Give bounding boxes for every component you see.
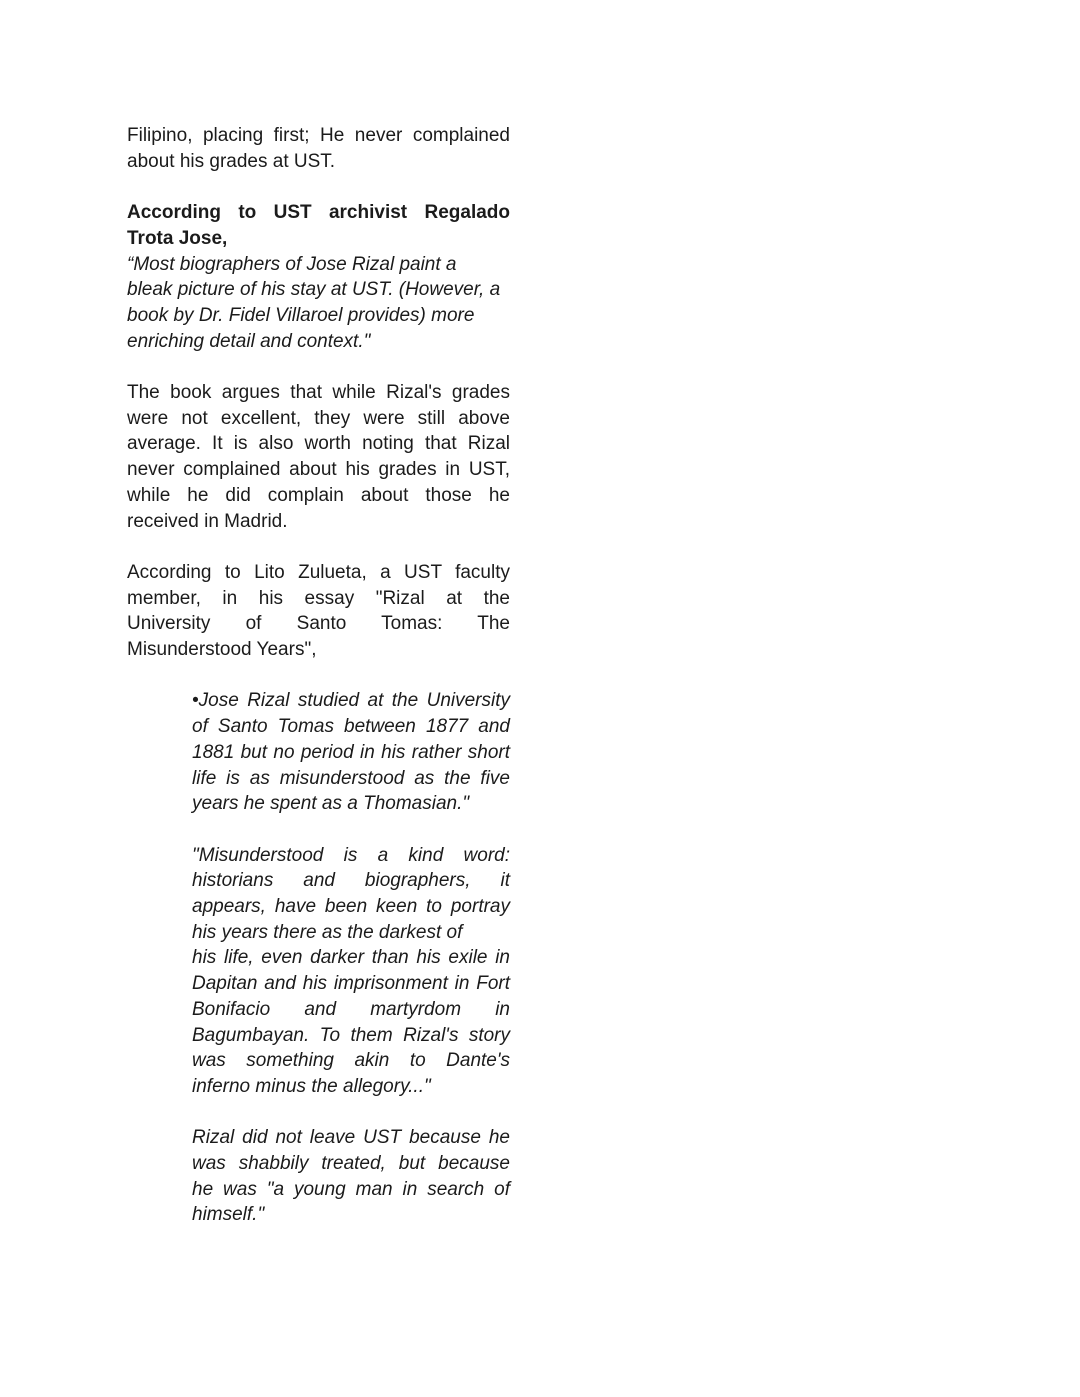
- text-line: •Jose Rizal studied at the University: [192, 690, 510, 712]
- text-line: average. It is also worth noting that Rizal: [127, 433, 510, 455]
- archivist-heading: [127, 200, 510, 251]
- text-line: University of Santo Tomas: The: [127, 613, 510, 635]
- text-line: The book argues that while Rizal's grades: [127, 382, 510, 403]
- intro-paragraph: [127, 123, 510, 174]
- text-line: Trota Jose,: [127, 227, 228, 249]
- text-line: Rizal did not leave UST because he: [192, 1127, 510, 1149]
- text-line: Bonifacio and martyrdom in: [192, 998, 510, 1020]
- text-line: bleak picture of his stay at UST. (However, a: [127, 279, 501, 301]
- text-line: never complained about his grades in UST,: [127, 459, 510, 481]
- text-line: of Santo Tomas between 1877 and: [192, 716, 510, 738]
- quote-block-misunderstood: [192, 843, 510, 1100]
- text-line: Dapitan and his imprisonment in Fort: [192, 973, 510, 995]
- text-line: his years there as the darkest of: [192, 921, 463, 943]
- text-line: life is as misunderstood as the five: [192, 767, 510, 789]
- text-line: member, in his essay "Rizal at the: [127, 587, 510, 609]
- text-line: himself.": [192, 1204, 265, 1226]
- text-line: Misunderstood Years",: [127, 639, 317, 661]
- text-line: appears, have been keen to portray: [192, 896, 510, 918]
- text-line: Filipino, placing first; He never complained: [127, 125, 510, 146]
- archivist-quote: [127, 252, 510, 355]
- text-line: "Misunderstood is a kind word:: [192, 844, 510, 866]
- text-line: while he did complain about those he: [127, 484, 510, 506]
- text-line: about his grades at UST.: [127, 150, 336, 172]
- zulueta-paragraph: [127, 560, 510, 663]
- text-line: Bagumbayan. To them Rizal's story: [192, 1024, 510, 1046]
- text-line: he was "a young man in search of: [192, 1178, 510, 1200]
- text-line: was shabbily treated, but because: [192, 1153, 510, 1175]
- text-line: historians and biographers, it: [192, 870, 510, 892]
- text-line: book by Dr. Fidel Villaroel provides) more: [127, 304, 475, 326]
- text-line: enriching detail and context.": [127, 330, 371, 352]
- quote-block-leave-ust: [192, 1125, 510, 1228]
- text-line: were not excellent, they were still above: [127, 407, 510, 429]
- text-line: years he spent as a Thomasian.": [192, 793, 470, 815]
- text-line: According to UST archivist Regalado: [127, 202, 510, 224]
- text-line: According to Lito Zulueta, a UST faculty: [127, 561, 510, 583]
- text-line: was something akin to Dante's: [192, 1050, 510, 1072]
- text-line: “Most biographers of Jose Rizal paint a: [127, 253, 457, 275]
- text-line: his life, even darker than his exile in: [192, 947, 510, 969]
- document-content: [127, 123, 510, 1254]
- quote-block-studied: [192, 688, 510, 817]
- text-line: inferno minus the allegory...": [192, 1075, 431, 1097]
- book-argument-paragraph: [127, 380, 510, 534]
- text-line: received in Madrid.: [127, 510, 288, 532]
- text-line: 1881 but no period in his rather short: [192, 741, 510, 763]
